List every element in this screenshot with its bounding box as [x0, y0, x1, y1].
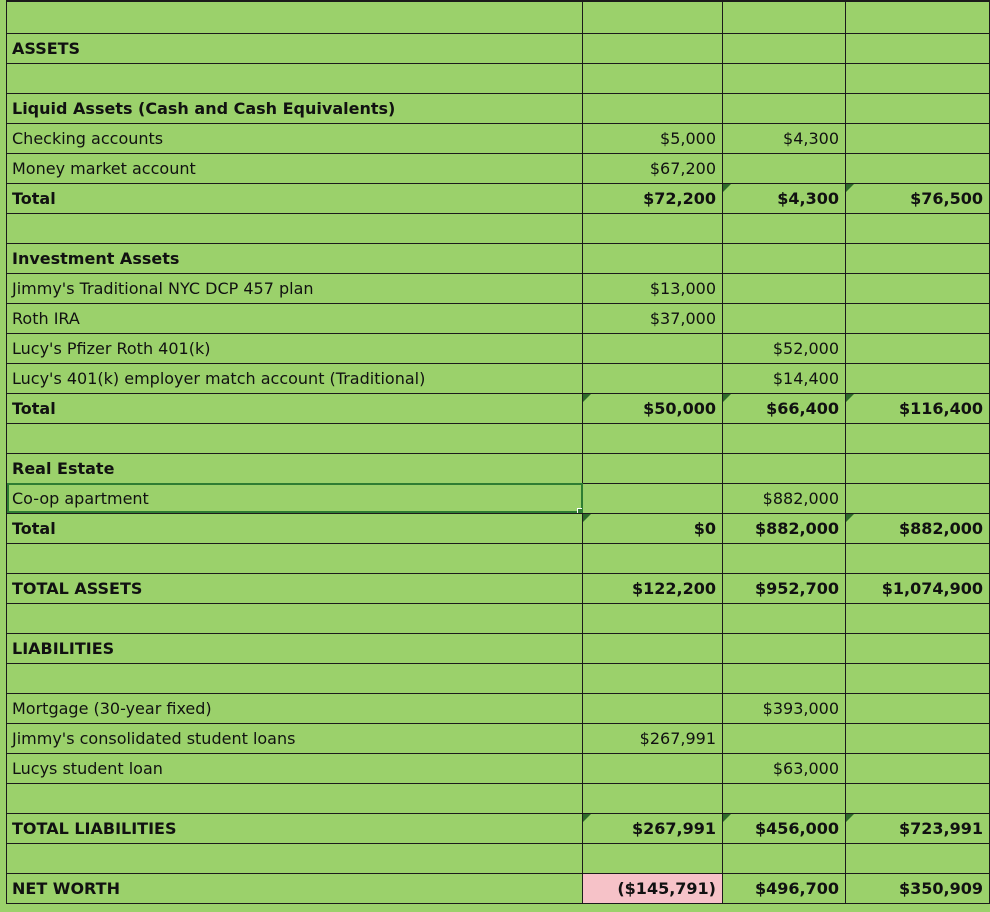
- cell[interactable]: [846, 633, 990, 663]
- total-liabilities-label[interactable]: TOTAL LIABILITIES: [7, 813, 583, 843]
- table-row: [7, 333, 990, 363]
- comment-indicator-icon: [583, 394, 591, 402]
- cell-lucy[interactable]: [723, 723, 846, 753]
- cell-combined[interactable]: [846, 333, 990, 363]
- cell-jimmy[interactable]: [583, 513, 723, 543]
- cell-combined[interactable]: $1,074,900: [846, 573, 990, 603]
- cell-combined[interactable]: [846, 123, 990, 153]
- cell-value: $0: [693, 518, 716, 538]
- comment-indicator-icon: [846, 814, 854, 822]
- row-label[interactable]: Jimmy's Traditional NYC DCP 457 plan: [7, 273, 583, 303]
- cell[interactable]: [583, 1, 723, 33]
- table-row: [7, 303, 990, 333]
- cell-jimmy[interactable]: $122,200: [583, 573, 723, 603]
- comment-indicator-icon: [723, 394, 731, 402]
- cell[interactable]: [583, 663, 723, 693]
- table-row: [7, 423, 990, 453]
- cell-value: $882,000: [898, 518, 983, 538]
- cell[interactable]: [723, 603, 846, 633]
- cell-value: $723,991: [898, 818, 983, 838]
- table-row: [7, 123, 990, 153]
- table-row: [7, 633, 990, 663]
- cell[interactable]: [846, 843, 990, 873]
- cell-lucy[interactable]: $882,000: [723, 513, 846, 543]
- comment-indicator-icon: [846, 394, 854, 402]
- cell[interactable]: [846, 663, 990, 693]
- cell-combined[interactable]: $350,909: [846, 873, 990, 903]
- table-row: [7, 843, 990, 873]
- cell[interactable]: [583, 843, 723, 873]
- comment-indicator-icon: [583, 814, 591, 822]
- cell[interactable]: [583, 603, 723, 633]
- cell-value: $267,991: [631, 818, 716, 838]
- cell[interactable]: [583, 213, 723, 243]
- cell[interactable]: [723, 213, 846, 243]
- table-row: [7, 723, 990, 753]
- cell-lucy[interactable]: $63,000: [723, 753, 846, 783]
- cell[interactable]: [583, 423, 723, 453]
- cell-combined[interactable]: [846, 813, 990, 843]
- cell[interactable]: [846, 213, 990, 243]
- cell-lucy[interactable]: $393,000: [723, 693, 846, 723]
- table-row: [7, 33, 990, 63]
- table-row: [7, 1, 990, 33]
- row-label[interactable]: Money market account: [7, 153, 583, 183]
- cell-lucy[interactable]: $14,400: [723, 363, 846, 393]
- cell[interactable]: [723, 543, 846, 573]
- comment-indicator-icon: [846, 184, 854, 192]
- cell[interactable]: [7, 843, 583, 873]
- table-row: [7, 783, 990, 813]
- table-row: [7, 753, 990, 783]
- cell-combined[interactable]: [846, 153, 990, 183]
- table-row: [7, 543, 990, 573]
- cell-combined[interactable]: [846, 363, 990, 393]
- cell-jimmy[interactable]: $13,000: [583, 273, 723, 303]
- cell[interactable]: [583, 63, 723, 93]
- cell-value: $76,500: [910, 188, 983, 208]
- cell-lucy[interactable]: [723, 303, 846, 333]
- cell-combined[interactable]: [846, 483, 990, 513]
- cell[interactable]: [723, 33, 846, 63]
- cell[interactable]: [723, 93, 846, 123]
- total-assets-label[interactable]: TOTAL ASSETS: [7, 573, 583, 603]
- cell-lucy[interactable]: [723, 393, 846, 423]
- cell-value: $456,000: [754, 818, 839, 838]
- liabilities-heading[interactable]: LIABILITIES: [7, 633, 583, 663]
- cell[interactable]: [7, 663, 583, 693]
- cell[interactable]: [7, 1, 583, 33]
- cell-lucy[interactable]: [723, 273, 846, 303]
- row-label[interactable]: Jimmy's consolidated student loans: [7, 723, 583, 753]
- cell[interactable]: [846, 783, 990, 813]
- cell-combined[interactable]: [846, 393, 990, 423]
- cell-combined[interactable]: [846, 183, 990, 213]
- cell-value: $66,400: [766, 398, 839, 418]
- selected-cell[interactable]: [7, 483, 583, 513]
- comment-indicator-icon: [583, 514, 591, 522]
- table-row: [7, 603, 990, 633]
- liquid-assets-heading[interactable]: Liquid Assets (Cash and Cash Equivalents): [7, 93, 583, 123]
- table-row: [7, 183, 990, 213]
- cell[interactable]: [846, 603, 990, 633]
- cell-jimmy[interactable]: [583, 393, 723, 423]
- cell[interactable]: [846, 543, 990, 573]
- table-row: [7, 393, 990, 423]
- row-label[interactable]: Total: [7, 183, 583, 213]
- table-row: [7, 873, 990, 903]
- cell[interactable]: [723, 843, 846, 873]
- cell-lucy[interactable]: [723, 183, 846, 213]
- cell-lucy[interactable]: $52,000: [723, 333, 846, 363]
- cell-combined[interactable]: [846, 753, 990, 783]
- row-label[interactable]: Roth IRA: [7, 303, 583, 333]
- cell[interactable]: [723, 63, 846, 93]
- cell-jimmy[interactable]: $67,200: [583, 153, 723, 183]
- cell[interactable]: [7, 603, 583, 633]
- cell[interactable]: [583, 783, 723, 813]
- cell-lucy[interactable]: [723, 153, 846, 183]
- cell-jimmy[interactable]: [583, 813, 723, 843]
- row-label[interactable]: Lucy's 401(k) employer match account (Traditional): [7, 363, 583, 393]
- cell-jimmy-negative[interactable]: ($145,791): [583, 873, 723, 903]
- assets-heading[interactable]: ASSETS: [7, 33, 583, 63]
- table-row: [7, 63, 990, 93]
- cell-lucy[interactable]: [723, 813, 846, 843]
- cell[interactable]: [846, 423, 990, 453]
- table-row: [7, 363, 990, 393]
- cell-jimmy[interactable]: $267,991: [583, 723, 723, 753]
- cell[interactable]: [723, 663, 846, 693]
- cell-jimmy[interactable]: [583, 363, 723, 393]
- cell-jimmy[interactable]: [583, 483, 723, 513]
- cell[interactable]: [723, 783, 846, 813]
- cell[interactable]: [846, 63, 990, 93]
- row-label[interactable]: Lucy's Pfizer Roth 401(k): [7, 333, 583, 363]
- net-worth-label[interactable]: NET WORTH: [7, 873, 583, 903]
- cell-lucy[interactable]: $4,300: [723, 123, 846, 153]
- cell-combined[interactable]: [846, 273, 990, 303]
- table-row: [7, 693, 990, 723]
- cell[interactable]: [7, 213, 583, 243]
- balance-sheet-table: [6, 0, 990, 904]
- comment-indicator-icon: [723, 814, 731, 822]
- table-row: [7, 663, 990, 693]
- table-row: [7, 153, 990, 183]
- cell-jimmy[interactable]: [583, 333, 723, 363]
- table-row: [7, 93, 990, 123]
- cell[interactable]: [583, 453, 723, 483]
- cell[interactable]: [583, 243, 723, 273]
- table-row: [7, 243, 990, 273]
- cell[interactable]: [723, 423, 846, 453]
- cell[interactable]: [846, 93, 990, 123]
- row-label: Co-op apartment: [12, 488, 149, 508]
- investment-assets-heading[interactable]: Investment Assets: [7, 243, 583, 273]
- cell[interactable]: [723, 453, 846, 483]
- cell[interactable]: [7, 783, 583, 813]
- table-row: [7, 453, 990, 483]
- cell[interactable]: [7, 543, 583, 573]
- comment-indicator-icon: [846, 514, 854, 522]
- cell[interactable]: [846, 1, 990, 33]
- row-label[interactable]: Lucys student loan: [7, 753, 583, 783]
- table-row: [7, 213, 990, 243]
- cell[interactable]: [583, 93, 723, 123]
- cell[interactable]: [7, 423, 583, 453]
- cell-jimmy[interactable]: [583, 753, 723, 783]
- row-label[interactable]: Mortgage (30-year fixed): [7, 693, 583, 723]
- table-row: [7, 573, 990, 603]
- row-label[interactable]: Total: [7, 393, 583, 423]
- cell[interactable]: [583, 543, 723, 573]
- cell-jimmy[interactable]: $5,000: [583, 123, 723, 153]
- cell-lucy[interactable]: $882,000: [723, 483, 846, 513]
- comment-indicator-icon: [723, 184, 731, 192]
- table-row: [7, 513, 990, 543]
- cell[interactable]: [723, 633, 846, 663]
- table-row: [7, 813, 990, 843]
- table-row: [7, 483, 990, 513]
- cell-value: $50,000: [643, 398, 716, 418]
- cell-value: $4,300: [777, 188, 839, 208]
- cell-lucy[interactable]: $496,700: [723, 873, 846, 903]
- real-estate-heading[interactable]: Real Estate: [7, 453, 583, 483]
- cell-jimmy[interactable]: [583, 693, 723, 723]
- cell-lucy[interactable]: $952,700: [723, 573, 846, 603]
- cell[interactable]: [846, 453, 990, 483]
- table-row: [7, 273, 990, 303]
- cell[interactable]: [846, 243, 990, 273]
- cell-combined[interactable]: [846, 513, 990, 543]
- row-label[interactable]: Checking accounts: [7, 123, 583, 153]
- cell[interactable]: [583, 33, 723, 63]
- cell[interactable]: [7, 63, 583, 93]
- cell[interactable]: [723, 1, 846, 33]
- cell-value: $116,400: [898, 398, 983, 418]
- cell[interactable]: [846, 33, 990, 63]
- cell-jimmy[interactable]: $37,000: [583, 303, 723, 333]
- cell-combined[interactable]: [846, 723, 990, 753]
- cell-combined[interactable]: [846, 303, 990, 333]
- cell[interactable]: [583, 633, 723, 663]
- row-label[interactable]: Total: [7, 513, 583, 543]
- cell[interactable]: [723, 243, 846, 273]
- cell-combined[interactable]: [846, 693, 990, 723]
- cell-jimmy[interactable]: $72,200: [583, 183, 723, 213]
